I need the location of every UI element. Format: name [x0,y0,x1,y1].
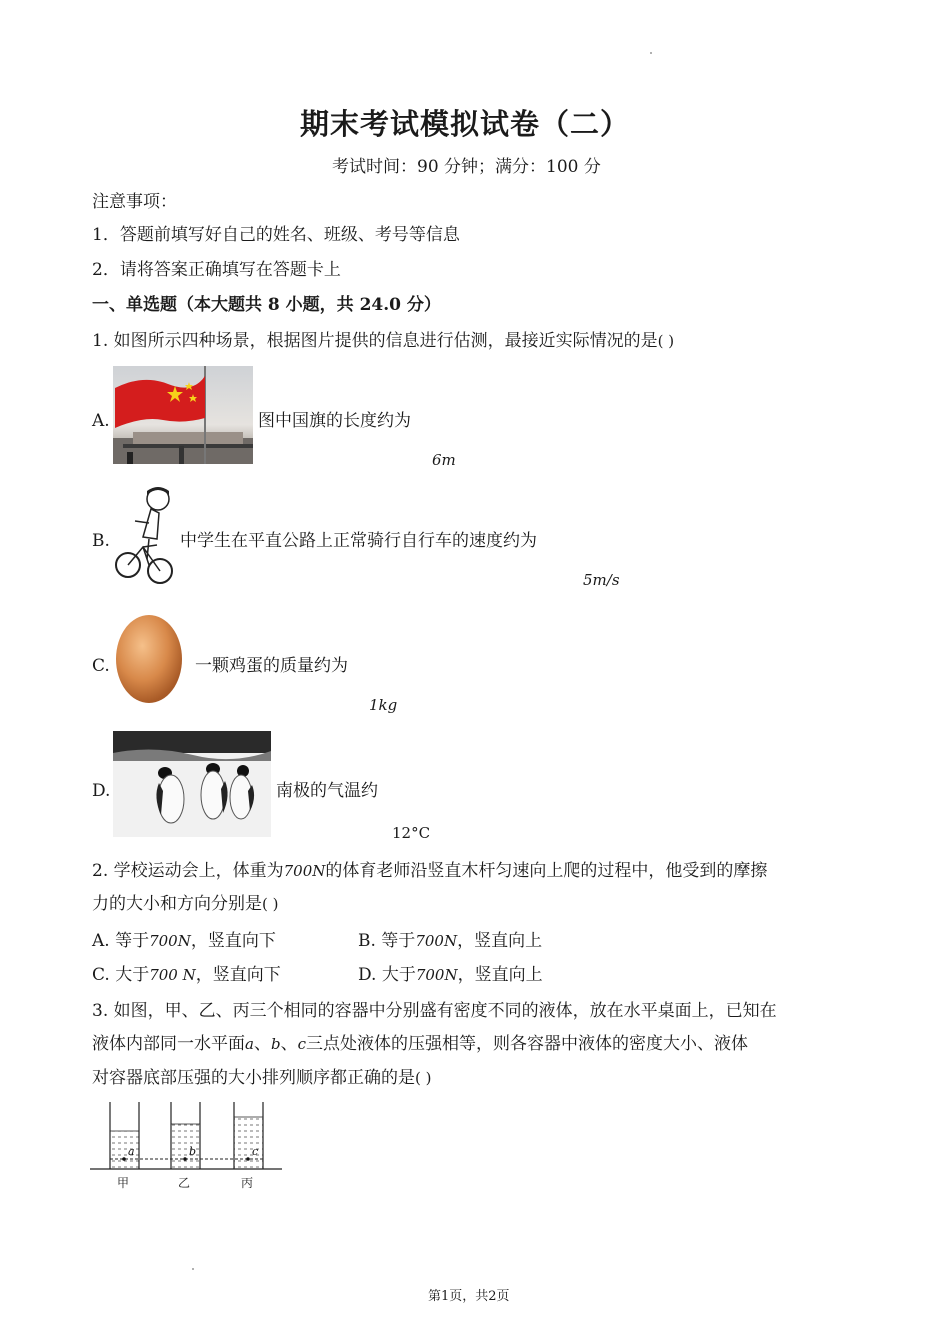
separator: 、 [253,1034,271,1054]
question-2-weight: 700N [283,862,326,880]
containers-figure [88,1098,284,1194]
egg-image [113,611,187,705]
q2-option-b-label: B. 等于 [358,931,416,951]
container-name-2: 乙 [178,1176,191,1190]
container-name-3: 丙 [241,1176,254,1190]
option-d-label: D. [92,781,111,801]
section-heading: 一、单选题（本大题共 8 小题，共 24.0 分） [92,295,441,315]
page-footer: 第1页，共2页 [428,1289,510,1304]
q2-option-d [358,964,543,986]
q2-option-c-label: C. 大于 [92,965,150,985]
label-b: b [189,1145,197,1158]
option-b-text: 中学生在平直公路上正常骑行自行车的速度约为 [180,531,537,551]
question-3-line1: 3. 如图，甲、乙、丙三个相同的容器中分别盛有密度不同的液体，放在水平桌面上，已知在 [92,1001,777,1021]
q2-option-a [92,930,276,952]
point-c: c [297,1035,306,1053]
flag-scene-image [113,366,253,464]
option-c-label: C. [92,656,110,676]
penguin-image [113,731,271,837]
option-b-value: 5m/s [583,571,620,589]
q2-option-b-dir: ，竖直向上 [457,931,543,951]
flag-photo [113,366,253,464]
scan-dot [192,1268,194,1270]
container-name-1: 甲 [117,1176,130,1190]
note-item-1: 1．答题前填写好自己的姓名、班级、考号等信息 [92,225,460,245]
q2-option-d-val: 700N [415,966,458,984]
option-b-label: B. [92,531,110,551]
answer-bracket: ( ) [415,1069,432,1087]
label-c: c [252,1145,259,1158]
q2-option-d-label: D. 大于 [358,965,416,985]
question-3-text-a: 液体内部同一水平面 [92,1034,245,1054]
option-a-value: 6m [432,451,456,469]
option-d-value: 12°C [392,824,431,842]
question-2-text-b: 的体育老师沿竖直木杆匀速向上爬的过程中，他受到的摩擦 [325,861,768,881]
option-a-label: A. [92,411,110,431]
answer-bracket: ( ) [262,895,279,913]
question-3-text-b: 三点处液体的压强相等，则各容器中液体的密度大小、液体 [305,1034,748,1054]
q2-option-c [92,964,281,986]
label-a: a [128,1145,135,1158]
question-2-text-a: 2. 学校运动会上，体重为 [92,861,284,881]
question-2-stem [92,860,767,882]
notes-heading: 注意事项： [92,192,177,212]
question-3-text-c: 对容器底部压强的大小排列顺序都正确的是 [92,1068,415,1088]
egg-photo [113,611,187,705]
q2-option-a-val: 700N [149,932,191,950]
q2-option-a-dir: ，竖直向下 [190,931,276,951]
question-2-text-c: 力的大小和方向分别是 [92,894,262,914]
question-3-line3 [92,1067,431,1089]
cyclist-illustration [113,485,175,589]
cyclist-image [113,485,175,589]
question-1-text: 1. 如图所示四种场景，根据图片提供的信息进行估测，最接近实际情况的是 [92,331,658,351]
point-b: b [270,1035,281,1053]
point-a: a [245,1035,254,1053]
scan-dot [650,52,652,54]
option-c-value: 1kg [369,696,398,714]
question-3-line2 [92,1033,748,1055]
containers-diagram [88,1098,284,1194]
q2-option-a-label: A. 等于 [92,931,150,951]
q2-option-c-dir: ，竖直向下 [195,965,281,985]
note-item-2: 2．请将答案正确填写在答题卡上 [92,260,341,280]
separator: 、 [280,1034,298,1054]
exam-info: 考试时间：90 分钟；满分：100 分 [332,157,601,177]
page-title: 期末考试模拟试卷（二） [300,107,631,141]
q2-option-b [358,930,542,952]
option-a-text: 图中国旗的长度约为 [258,411,411,431]
q2-option-d-dir: ，竖直向上 [457,965,543,985]
question-2-stem-line2 [92,893,278,915]
answer-bracket: ( ) [657,332,675,350]
q2-option-c-val: 700 N [149,966,196,984]
q2-option-b-val: 700N [415,932,458,950]
option-d-text: 南极的气温约 [276,781,378,801]
question-1-stem [92,330,674,352]
penguin-photo [113,731,271,837]
option-c-text: 一颗鸡蛋的质量约为 [195,656,348,676]
